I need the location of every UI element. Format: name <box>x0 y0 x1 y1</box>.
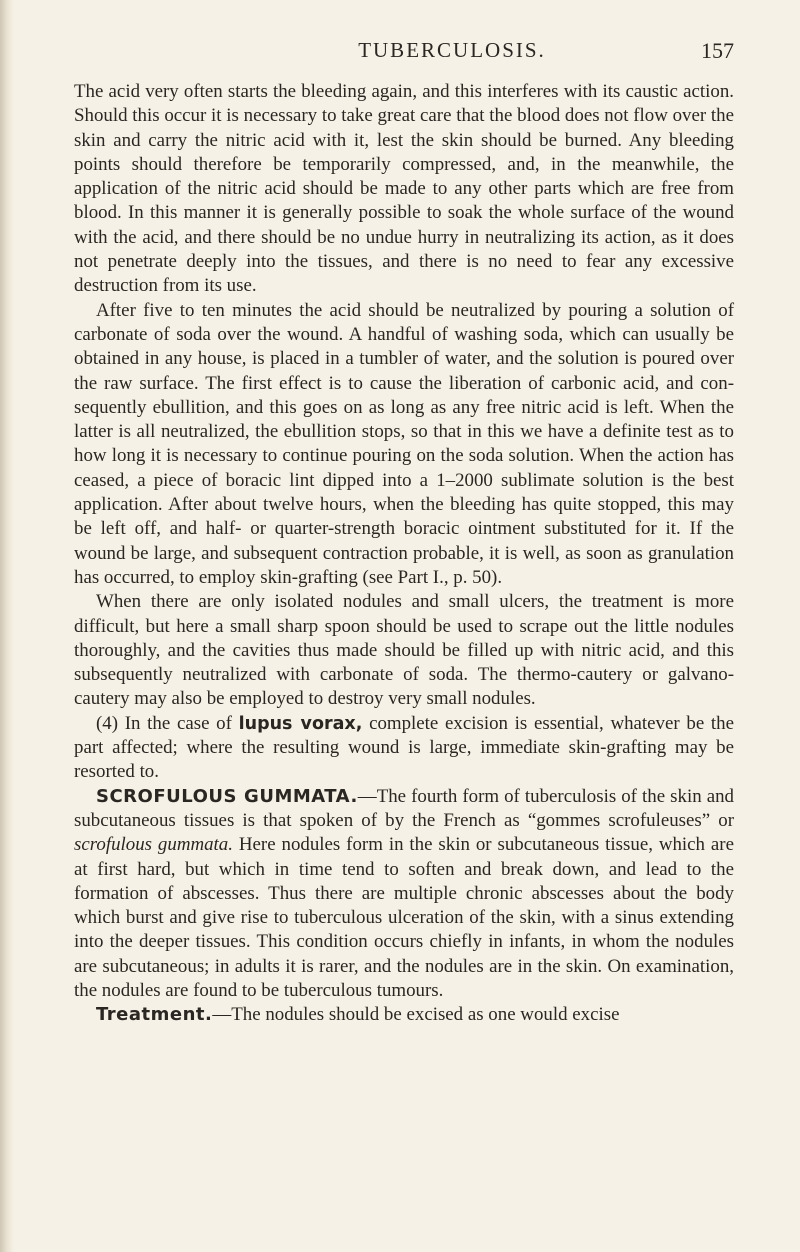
paragraph-5 <box>74 785 734 1004</box>
paragraph-1: The acid very often starts the bleeding again, and this interferes with its caustic action. Should this occur it is necessary to take great care that the blood does not flow over the skin and carry the nitric acid with it, lest the skin should be burned. Any bleeding points should therefore be temporarily compressed, and, in the meanwhile, the application of the nitric acid should be made to any other parts which are free from blood. In this manner it is generally possible to soak the whole surface of the wound with the acid, and there should be no undue hurry in neutralizing its action, as it does not penetrate deeply into the tissues, and there is no need to fear any excessive destruction from its use. <box>74 81 734 297</box>
section-heading-scrofulous-gummata: SCROFULOUS GUMMATA. <box>96 785 358 807</box>
paragraph-5-part-b: Here nodules form in the skin or subcutaneous tissue, which are at first hard, but which in time tend to soften and break down, and lead to the formation of abscesses. Thus there are multiple chronic abscesses about the body which burst and give rise to tuberculous ulceration of the skin, with a sinus extending into the deeper tissues. This condition occurs chiefly in infants, in whom the nodules are subcutaneous; in adults it is rarer, and the nodules are in the skin. On examination, the nodules are found to be tuberculous tumours. <box>74 834 734 1001</box>
paragraph-4-end: complete excision is essential, whatever be the part affected; where the resulting wound is large, immediate skin-grafting may be resorted to. <box>74 712 734 783</box>
paragraph-4 <box>74 712 734 785</box>
scrofulous-gummata-term: scrofulous gummata. <box>74 834 233 856</box>
lupus-vorax-term: lupus vorax, <box>238 713 363 734</box>
paragraph-5-part-a: —The fourth form of tuberculosis of the skin and subcutaneous tissues is that spoken of by the French as “gommes scrofuleuses” or <box>74 785 734 831</box>
book-page <box>74 38 734 1028</box>
paragraph-6-text: —The nodules should be excised as one would excise <box>212 1004 620 1026</box>
paragraph-6 <box>74 1003 734 1027</box>
page-gutter-shadow <box>0 0 14 1252</box>
running-header <box>74 38 734 74</box>
body-text <box>74 80 734 1028</box>
running-title: TUBERCULOSIS. <box>358 38 546 62</box>
paragraph-2: After five to ten minutes the acid should be neutralized by pouring a solution of carbonate of soda over the wound. A handful of washing soda, which can usually be obtained in any house, is placed in a tumbler of water, and the solution is poured over the raw surface. The first effect is to cause the liberation of carbonic acid, and consequently ebullition, and this goes on as long as any free nitric acid is left. When the latter is all neutralized, the ebullition stops, so that in this we have a definite test as to how long it is necessary to continue pouring on the soda solution. When the action has ceased, a piece of boracic lint dipped into a 1–2000 sublimate solution is the best application. After about twelve hours, when the bleeding has quite stopped, this may be left off, and half- or quarter-strength boracic ointment substituted for it. If the wound be large, and subsequent contraction probable, it is well, as soon as granulation has occurred, to employ skin-grafting (see Part I., p. 50). <box>74 299 734 588</box>
paragraph-3: When there are only isolated nodules and small ulcers, the treatment is more difficult, but here a small sharp spoon should be used to scrape out the little nodules thoroughly, and the cavities thus made should be filled up with nitric acid, and this subsequently neutralized with carbonate of soda. The thermo-cautery or galvano-cautery may also be employed to destroy very small nodules. <box>74 591 734 710</box>
treatment-heading: Treatment. <box>96 1004 213 1026</box>
page-number: 157 <box>701 38 734 63</box>
paragraph-4-start: (4) In the case of <box>96 712 239 734</box>
